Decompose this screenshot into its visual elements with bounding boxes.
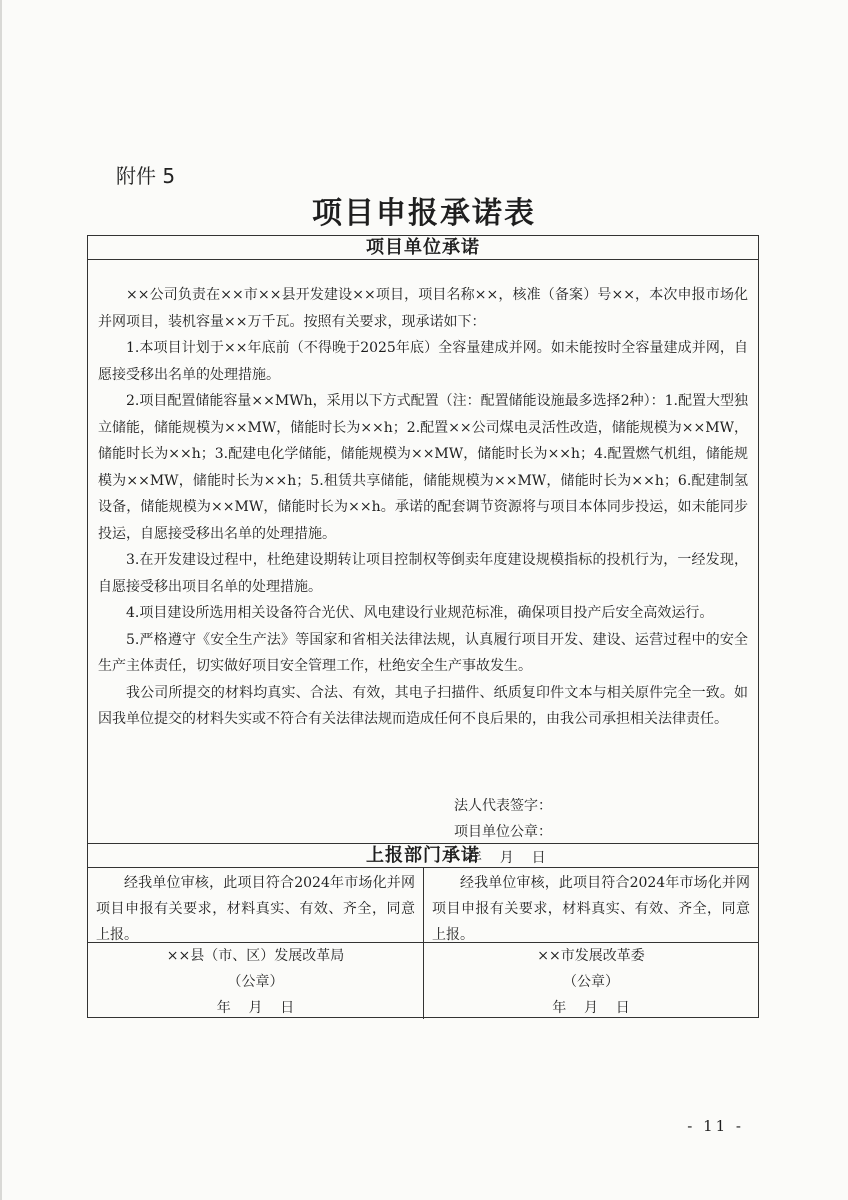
signature-block: [454, 793, 552, 871]
scan-edge: [0, 0, 2, 1200]
commitment-intro: ××公司负责在××市××县开发建设××项目，项目名称××，核准（备案）号××，本次申报市场化并网项目，装机容量××万千瓦。按照有关要求，现承诺如下：: [98, 287, 748, 330]
commitment-form: [87, 235, 759, 1018]
section-heading-applicant: 项目单位承诺: [88, 236, 758, 260]
county-seal-label: （公章）: [227, 974, 284, 990]
commitment-item-5: 5.严格遵守《安全生产法》等国家和省相关法律法规，认真履行项目开发、建设、运营过程中的安全生产主体责任，切实做好项目安全管理工作，杜绝安全生产事故发生。: [98, 631, 748, 674]
page-number: - 11 -: [687, 1117, 744, 1135]
county-review-text: 经我单位审核，此项目符合2024年市场化并网项目申报有关要求，材料真实、有效、齐全，同意上报。: [96, 875, 415, 943]
commitment-item-1: 1.本项目计划于××年底前（不得晚于2025年底）全容量建成并网。如未能按时全容量建成并网，自愿接受移出名单的处理措施。: [98, 340, 748, 383]
county-org-name: ××县（市、区）发展改革局: [166, 948, 345, 964]
city-org-name: ××市发展改革委: [537, 948, 645, 964]
city-date-label: 年 月 日: [552, 1000, 630, 1016]
county-date-label: 年 月 日: [216, 1000, 295, 1016]
city-stamp-cell: [423, 943, 758, 1019]
legal-representative-signature-label: 法人代表签字：: [454, 798, 552, 814]
stamp-row: [88, 943, 758, 1019]
city-review-cell: [423, 868, 758, 942]
section-heading-reporting-dept: 上报部门承诺: [88, 844, 758, 868]
company-seal-label: 项目单位公章：: [454, 824, 552, 840]
commitment-item-4: 4.项目建设所选用相关设备符合光伏、风电建设行业规范标准，确保项目投产后安全高效运行。: [126, 605, 714, 621]
review-row: [88, 868, 758, 943]
signature-date-label: 年 月 日: [468, 850, 546, 866]
commitment-item-3: 3.在开发建设过程中，杜绝建设期转让项目控制权等倒卖年度建设规模指标的投机行为，一经发现，自愿接受移出项目名单的处理措施。: [98, 552, 748, 595]
city-seal-label: （公章）: [563, 974, 619, 990]
commitment-declaration: 我公司所提交的材料均真实、合法、有效，其电子扫描件、纸质复印件文本与相关原件完全一致。如因我单位提交的材料失实或不符合有关法律法规而造成任何不良后果的，由我公司承担相关法律责任。: [98, 684, 748, 727]
commitment-item-2: 2.项目配置储能容量××MWh，采用以下方式配置（注：配置储能设施最多选择2种）：1.配置大型独立储能，储能规模为××MW，储能时长为××h；2.配置××公司煤电灵活性改造，储能规模为××MW，储能时长为××h；3.配建电化学储能，储能规模为××MW，储能时长为××h；4.配置燃气机组，储能规模为××MW，储能时长为××h；5.租赁共享储能，储能规模为××MW，储能时长为××h；6.配建制氢设备，储能规模为××MW，储能时长为××h。承诺的配套调节资源将与项目本体同步投运，如未能同步投运，自愿接受移出名单的处理措施。: [98, 393, 748, 542]
city-review-text: 经我单位审核，此项目符合2024年市场化并网项目申报有关要求，材料真实、有效、齐全，同意上报。: [432, 875, 750, 943]
attachment-label: 附件 5: [116, 164, 176, 188]
document-title: 项目申报承诺表: [312, 196, 536, 231]
county-stamp-cell: [88, 943, 423, 1019]
county-review-cell: [88, 868, 423, 942]
